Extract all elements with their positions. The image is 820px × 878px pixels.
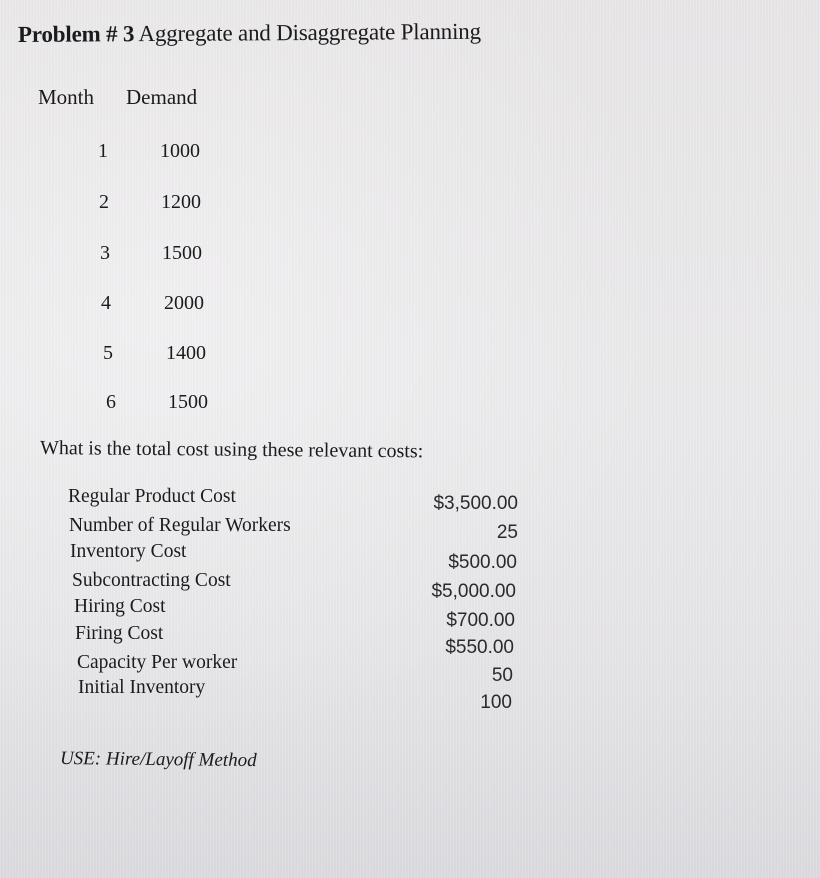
question-text: What is the total cost using these relevant costs: (39, 437, 424, 463)
cost-value: $3,500.00 (433, 493, 518, 514)
month-cell: 1 (98, 140, 108, 162)
demand-cell: 1500 (168, 391, 208, 413)
cost-label: Hiring Cost (74, 596, 166, 617)
month-cell: 2 (99, 191, 109, 213)
cost-label: Capacity Per worker (77, 652, 238, 673)
demand-cell: 1200 (161, 191, 201, 213)
cost-value: $500.00 (448, 552, 517, 573)
month-cell: 3 (100, 242, 110, 264)
cost-label: Firing Cost (75, 623, 164, 644)
cost-value: 50 (491, 665, 513, 686)
cost-value: 100 (480, 692, 512, 713)
cost-label: Inventory Cost (70, 541, 187, 562)
title-problem-number: Problem # 3 (17, 21, 135, 47)
cost-value: $550.00 (445, 637, 514, 658)
cost-value: $700.00 (446, 610, 515, 631)
demand-cell: 2000 (164, 292, 204, 314)
demand-cell: 1000 (160, 140, 200, 162)
cost-label: Number of Regular Workers (69, 515, 291, 536)
method-note: USE: Hire/Layoff Method (59, 748, 257, 772)
demand-column-header: Demand (126, 85, 198, 109)
month-cell: 6 (106, 391, 116, 413)
cost-label: Regular Product Cost (68, 486, 236, 507)
cost-label: Initial Inventory (78, 677, 206, 698)
month-cell: 5 (103, 342, 113, 364)
month-cell: 4 (101, 292, 111, 314)
month-column-header: Month (38, 85, 95, 109)
cost-value: $5,000.00 (431, 581, 516, 602)
demand-cell: 1400 (166, 342, 206, 364)
cost-label: Subcontracting Cost (72, 570, 231, 591)
title-text: Aggregate and Disaggregate Planning (134, 18, 481, 47)
demand-cell: 1500 (162, 242, 202, 264)
cost-value: 25 (496, 522, 518, 543)
page-title (18, 19, 481, 48)
